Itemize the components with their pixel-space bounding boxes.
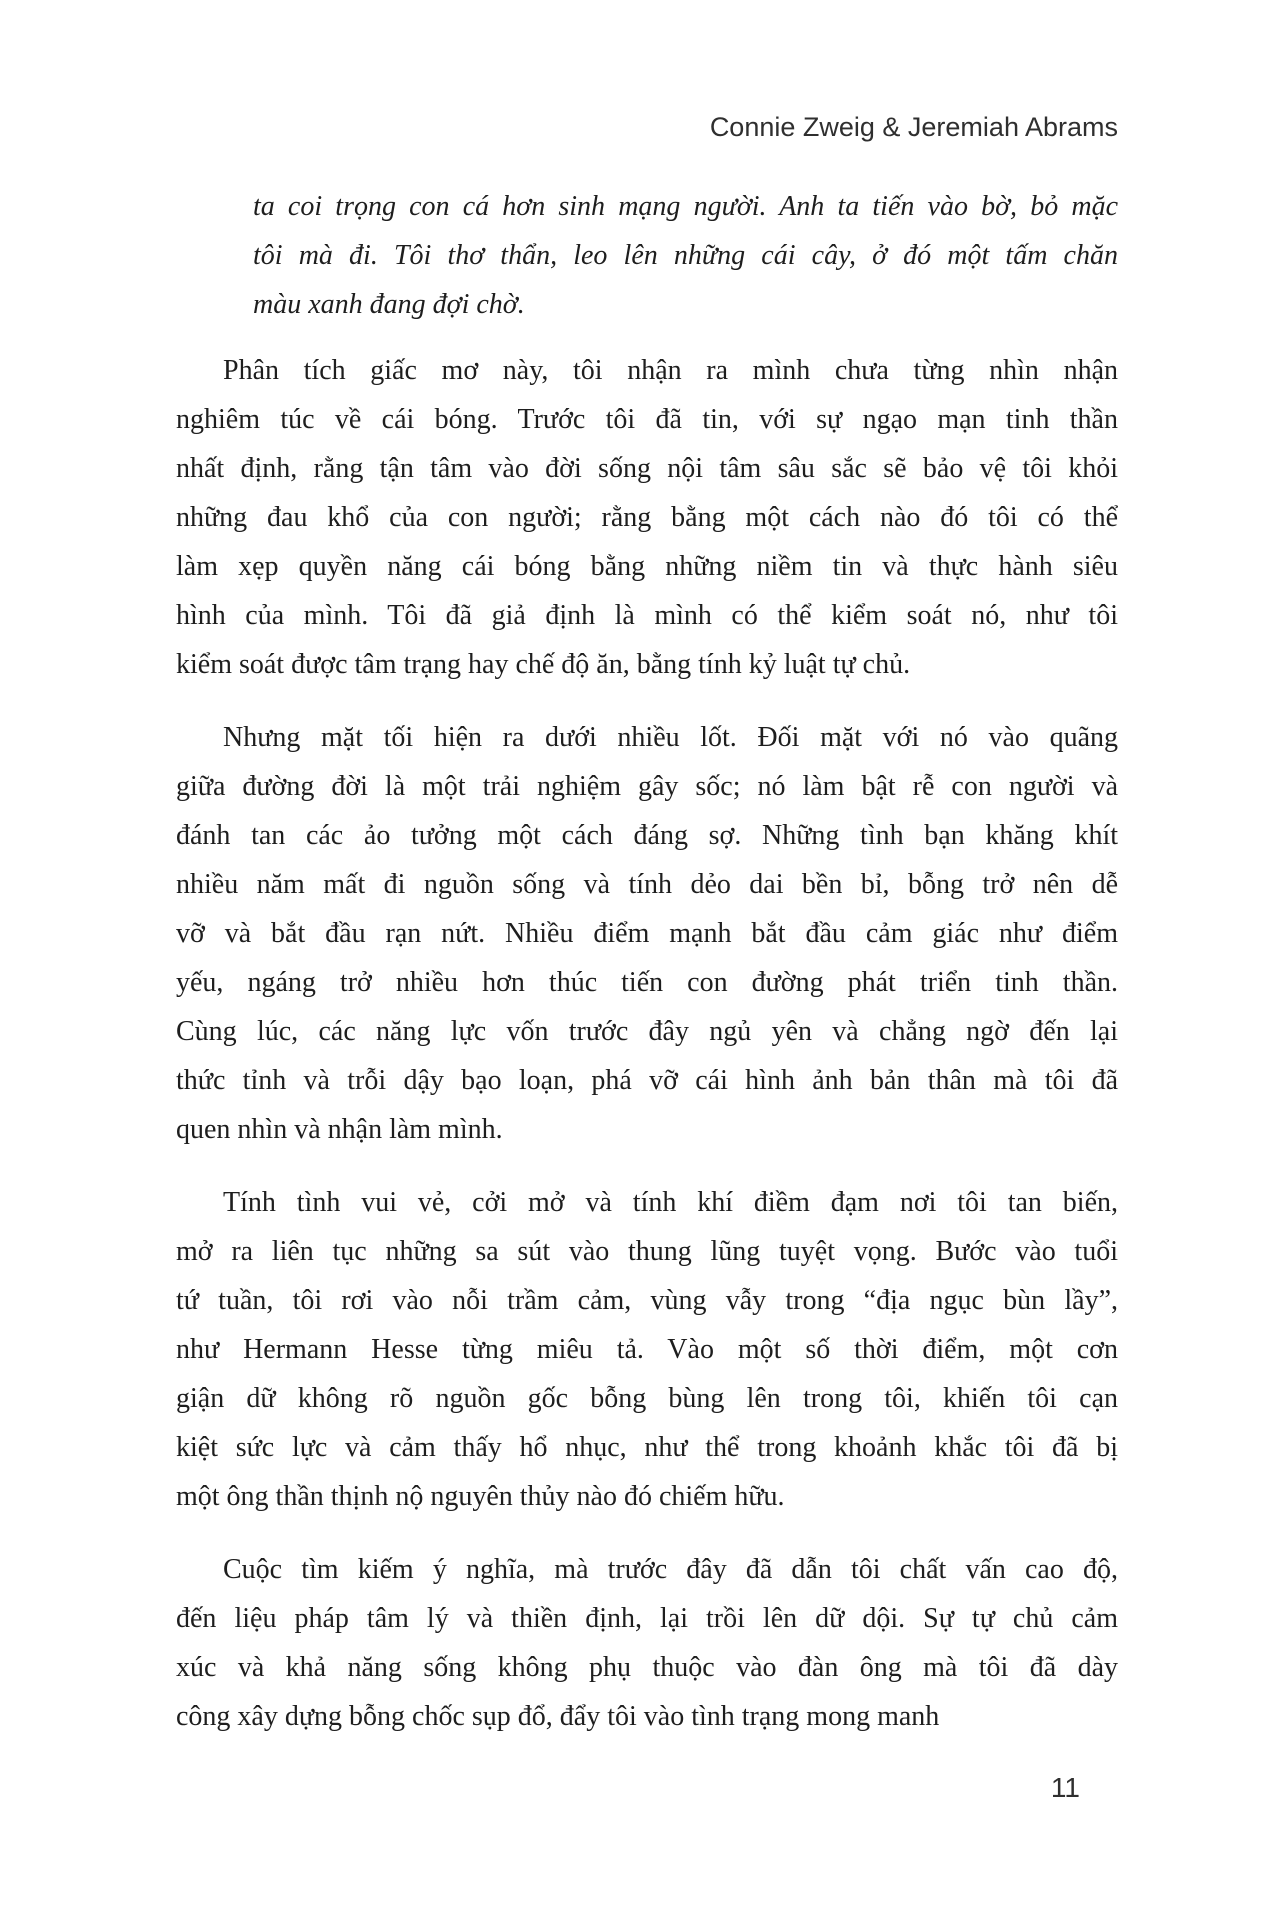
paragraph (176, 1545, 1118, 1741)
text-line: giữa đường đời là một trải nghiệm gây sốc; nó làm bật rễ con người và (176, 771, 1118, 802)
text-line: một ông thần thịnh nộ nguyên thủy nào đó chiếm hữu. (176, 1481, 785, 1512)
paragraph (176, 346, 1118, 689)
page-number: 11 (1050, 1772, 1080, 1803)
text-line: đánh tan các ảo tưởng một cách đáng sợ. Những tình bạn khăng khít (176, 820, 1118, 851)
text-line: Nhưng mặt tối hiện ra dưới nhiều lốt. Đối mặt với nó vào quãng (223, 722, 1118, 753)
text-line: Tính tình vui vẻ, cởi mở và tính khí điềm đạm nơi tôi tan biến, (223, 1187, 1118, 1218)
text-line: đến liệu pháp tâm lý và thiền định, lại trồi lên dữ dội. Sự tự chủ cảm (176, 1603, 1118, 1634)
text-line: Cuộc tìm kiếm ý nghĩa, mà trước đây đã dẫn tôi chất vấn cao độ, (223, 1554, 1118, 1585)
text-line: mở ra liên tục những sa sút vào thung lũng tuyệt vọng. Bước vào tuổi (176, 1236, 1118, 1267)
text-line: tôi mà đi. Tôi thơ thẩn, leo lên những cái cây, ở đó một tấm chăn (253, 240, 1118, 271)
text-line: công xây dựng bỗng chốc sụp đổ, đẩy tôi vào tình trạng mong manh (176, 1701, 940, 1732)
text-line: ta coi trọng con cá hơn sinh mạng người. Anh ta tiến vào bờ, bỏ mặc (253, 191, 1118, 222)
text-line: tứ tuần, tôi rơi vào nỗi trầm cảm, vùng vẫy trong “địa ngục bùn lầy”, (176, 1285, 1118, 1316)
body-paragraphs (176, 346, 1118, 1741)
text-line: quen nhìn và nhận làm mình. (176, 1114, 503, 1145)
text-line: những đau khổ của con người; rằng bằng một cách nào đó tôi có thể (176, 502, 1118, 533)
text-line: xúc và khả năng sống không phụ thuộc vào đàn ông mà tôi đã dày (176, 1652, 1118, 1683)
text-line: kiệt sức lực và cảm thấy hổ nhục, như thể trong khoảnh khắc tôi đã bị (176, 1432, 1118, 1463)
text-line: giận dữ không rõ nguồn gốc bỗng bùng lên trong tôi, khiến tôi cạn (176, 1383, 1118, 1414)
text-line: Cùng lúc, các năng lực vốn trước đây ngủ yên và chẳng ngờ đến lại (176, 1016, 1118, 1047)
text-line: nhiều năm mất đi nguồn sống và tính dẻo dai bền bỉ, bỗng trở nên dễ (176, 869, 1118, 900)
text-line: thức tỉnh và trỗi dậy bạo loạn, phá vỡ cái hình ảnh bản thân mà tôi đã (176, 1065, 1118, 1096)
paragraph (176, 713, 1118, 1154)
paragraph (176, 1178, 1118, 1521)
text-line: kiểm soát được tâm trạng hay chế độ ăn, bằng tính kỷ luật tự chủ. (176, 649, 911, 680)
text-line: màu xanh đang đợi chờ. (253, 289, 525, 320)
text-line: nghiêm túc về cái bóng. Trước tôi đã tin, với sự ngạo mạn tinh thần (176, 404, 1118, 435)
running-header-authors: Connie Zweig & Jeremiah Abrams (709, 112, 1118, 142)
text-line: như Hermann Hesse từng miêu tả. Vào một số thời điểm, một cơn (176, 1334, 1118, 1365)
epigraph-quote-block (253, 182, 1118, 329)
text-line: vỡ và bắt đầu rạn nứt. Nhiều điểm mạnh bắt đầu cảm giác như điểm (176, 918, 1118, 949)
text-line: yếu, ngáng trở nhiều hơn thúc tiến con đường phát triển tinh thần. (176, 967, 1118, 998)
text-line: nhất định, rằng tận tâm vào đời sống nội tâm sâu sắc sẽ bảo vệ tôi khỏi (176, 453, 1118, 484)
text-line: hình của mình. Tôi đã giả định là mình có thể kiểm soát nó, như tôi (176, 600, 1118, 631)
text-line: Phân tích giấc mơ này, tôi nhận ra mình chưa từng nhìn nhận (223, 355, 1118, 386)
text-line: làm xẹp quyền năng cái bóng bằng những niềm tin và thực hành siêu (176, 551, 1118, 582)
